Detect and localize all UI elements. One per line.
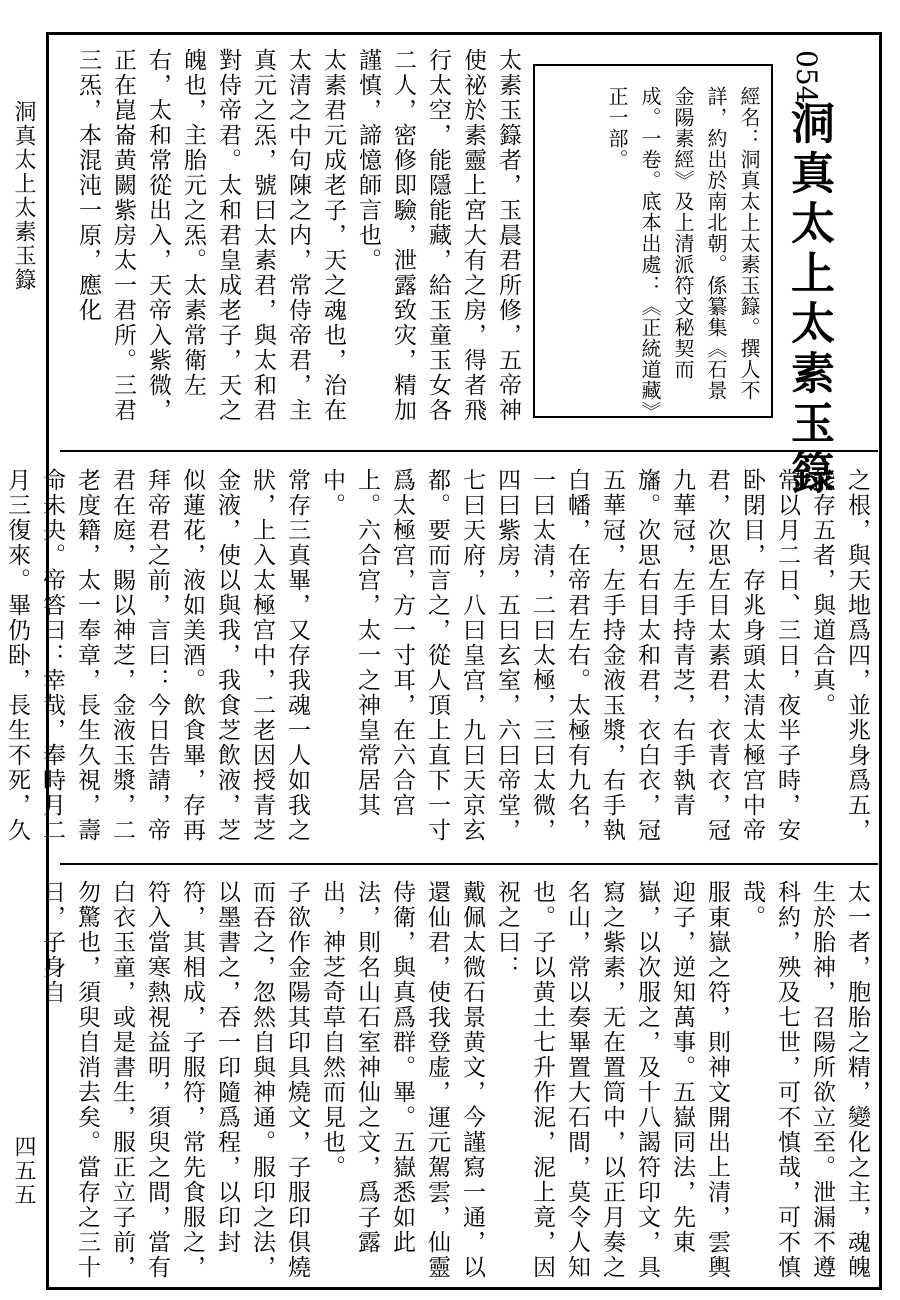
note-text: 經名：洞真太上太素玉籙。撰人不詳，約出於南北朝。係纂集《石景金陽素經》及上清派符文秘契而成。一卷。底本出處：《正統道藏》正一部。	[605, 86, 761, 412]
note-box	[533, 64, 773, 418]
text-block-2	[4, 468, 874, 863]
paragraph: 常以月二日、三日，夜半子時，安卧閉目，存兆身頭太清太極宫中帝君，次思左目太素君，衣青衣，冠九華冠，左手持青芝，右手執青旛。次思右目太和君，衣白衣，冠五華冠，左手持金液玉漿，右手執白幡，在帝君左右。太極有九名，一曰太清，二曰太極，三曰太微，四曰紫房，五曰玄室，六曰帝堂，七曰天府，八曰皇宫，九曰天京玄都。要而言之，從人頂上直下一寸爲太極宫，方一寸耳，在六合宫上。六合宫，太一之神皇常居其中。	[319, 468, 800, 843]
section-divider-1	[60, 450, 878, 452]
text-block-1	[65, 48, 525, 443]
paragraph: 常存三真畢，又存我魂一人如我之狀，上入太極宫中，二老因授青芝金液，使以與我，我食芝飲液，芝似蓮花，液如美酒。飲食畢，存再拜帝君之前，言曰：今日告請，帝君在庭，賜以神芝，金液玉漿，二老度籍，太一奉章，長生久視，壽命未央。帝答曰：幸哉，奉時月二月三復來。畢仍卧，長生不死，久	[4, 468, 310, 843]
section-divider-2	[60, 863, 878, 865]
paragraph: 戴佩太微石景黄文，今謹寫一通，以還仙君，使我登虚，運元駕雲，仙靈侍衛，與真爲群。畢。五嶽悉如此法，則名山石室神仙之文，爲子露出，神芝奇草自然而見也。	[319, 880, 485, 1280]
paragraph: 之根，與天地爲四，並兆身爲五，能存五者，與道合真。	[809, 468, 870, 843]
paragraph: 服東嶽之符，則神文開出上清，雲輿迎子，逆知萬事。五嶽同法，先東嶽，以次服之，及十八謁符印文，具寫之紫素，无在置筒中，以正月奏之名山，常以奏畢置大石間，莫令人知也。子以黄土七升作泥，泥上竟，因祝之曰：	[494, 880, 730, 1280]
paragraph: 太素玉籙者，玉晨君所修，五帝神使祕於素靈上宮大有之房，得者飛行太空，能隱能藏，給玉童玉女各二人，密修即驗，泄露致灾，精加謹慎，諦憶師言也。	[355, 48, 521, 423]
section-title: 洞真太上太素玉籙	[783, 100, 834, 500]
side-title: 洞真太上太素玉籙	[11, 100, 36, 292]
section-number: 054	[790, 50, 823, 104]
page-number: 四五五	[11, 1135, 36, 1207]
paragraph: 子欲作金陽其印具燒文，子服印俱燒而吞之，忽然自與神通。服印之法，以墨書之，吞一印隨爲程，以印封符，其相成，子服符，常先食服之，符入當寒熱視益明，須臾之間，當有白衣玉童，或是書生，服正立子前，勿驚也，須臾自消去矣。當存之三十日，子身自	[39, 880, 310, 1280]
paragraph: 太一者，胞胎之精，變化之主，魂魄生於胎神，召陽所欲立至。泄漏不遵科約，殃及七世，可不慎哉，可不慎哉。	[739, 880, 870, 1280]
text-block-3	[39, 880, 874, 1280]
paragraph: 太素君元成老子，天之魂也，治在太清之中句陳之内，常侍帝君，主真元之炁，號曰太素君，與太和君對侍帝君。太和君皇成老子，天之魄也，主胎元之炁。太素常衛左右，太和常從出入，天帝入紫微，正在崑崙黄闕紫房太一君所。三君三炁，本混沌一原，應化	[75, 48, 346, 423]
